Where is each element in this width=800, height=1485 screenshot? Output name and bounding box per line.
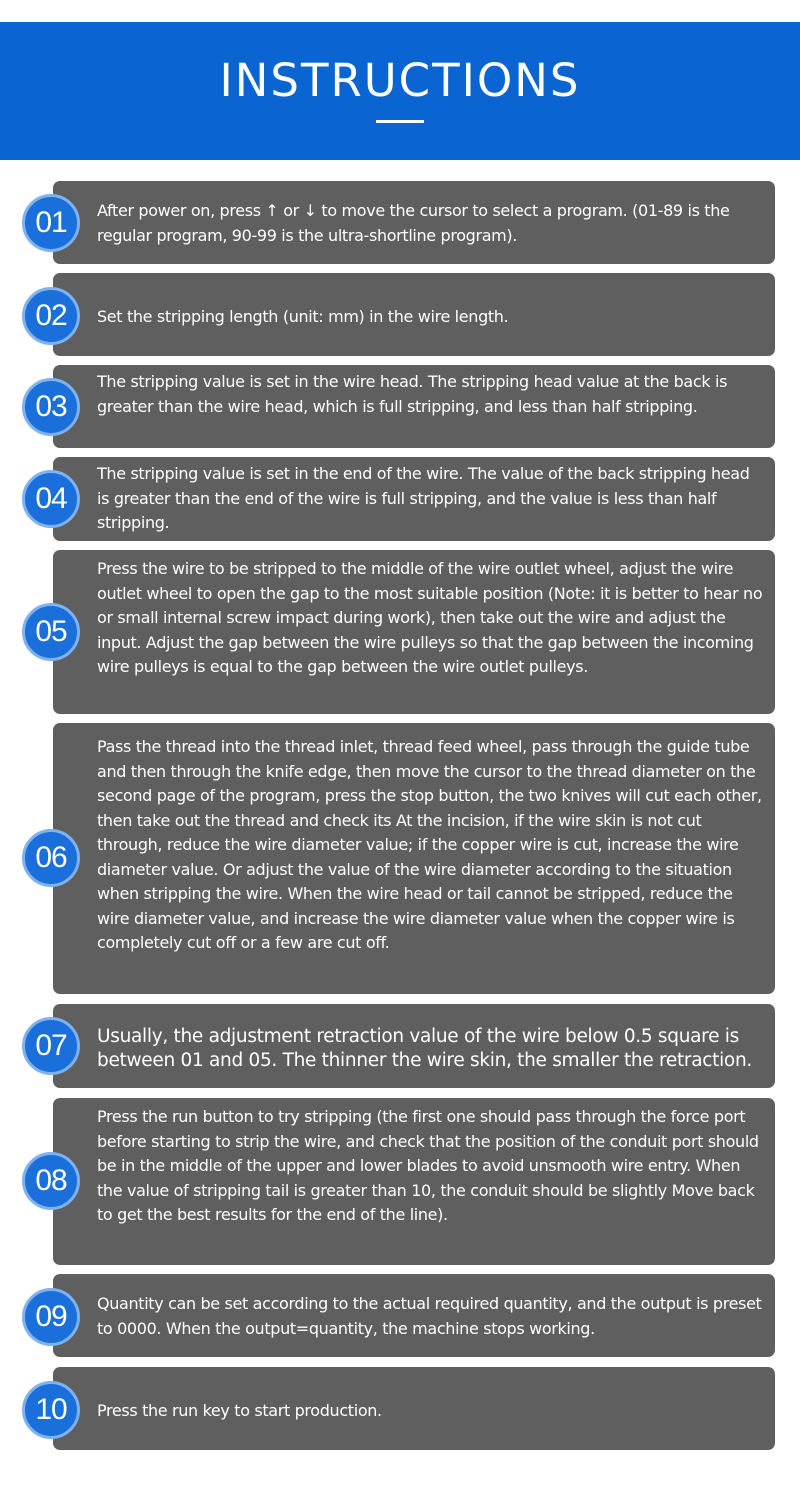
- step-text: The stripping value is set in the end of the wire. The value of the back stripping head is greater than the end of the wire is full stripping, and the value is less than half stripping.: [97, 464, 750, 532]
- step-number-badge: 02: [22, 287, 80, 345]
- step-07: [22, 1004, 775, 1088]
- step-number-badge: 06: [22, 829, 80, 887]
- step-text: Pass the thread into the thread inlet, thread feed wheel, pass through the guide tube and then through the knife edge, then move the cursor to the thread diameter on the second page of the program, press the stop button, the two knives will cut each other, then take out the thread and check its At the incision, if the wire skin is not cut through, reduce the wire diameter value; if the copper wire is cut, increase the wire diameter value. Or adjust the value of the wire diameter according to the situation when stripping the wire. When the wire head or tail cannot be stripped, reduce the wire diameter value, and increase the wire diameter value when the copper wire is completely cut off or a few are cut off.: [97, 737, 762, 952]
- step-text: The stripping value is set in the wire head. The stripping head value at the back is greater than the wire head, which is full stripping, and less than half stripping.: [97, 372, 728, 416]
- step-number-badge: 05: [22, 603, 80, 661]
- step-number-badge: 04: [22, 470, 80, 528]
- step-04: [22, 457, 775, 541]
- step-number-badge: 09: [22, 1288, 80, 1346]
- title-underline: [376, 120, 424, 123]
- step-number-badge: 08: [22, 1152, 80, 1210]
- step-text: Set the stripping length (unit: mm) in the wire length.: [97, 307, 509, 326]
- step-text: Quantity can be set according to the actual required quantity, and the output is preset to 0000. When the output=quantity, the machine stops working.: [97, 1294, 762, 1338]
- step-text: Press the run button to try stripping (the first one should pass through the force port before starting to strip the wire, and check that the position of the conduit port should be in the middle of the upper and lower blades to avoid unsmooth wire entry. When the value of stripping tail is greater than 10, the conduit should be slightly Move back to get the best results for the end of the line).: [97, 1107, 759, 1224]
- step-10: [22, 1367, 775, 1450]
- step-number-badge: 03: [22, 378, 80, 436]
- step-05: [22, 550, 775, 714]
- step-number-badge: 07: [22, 1017, 80, 1075]
- step-06: [22, 723, 775, 994]
- page-title: INSTRUCTIONS: [219, 54, 581, 107]
- step-02: [22, 273, 775, 356]
- step-09: [22, 1274, 775, 1357]
- step-text: Press the run key to start production.: [97, 1401, 382, 1420]
- step-03: [22, 365, 775, 448]
- step-number-badge: 01: [22, 194, 80, 252]
- step-01: [22, 181, 775, 264]
- step-text: After power on, press ↑ or ↓ to move the cursor to select a program. (01-89 is the regular program, 90-99 is the ultra-shortline program).: [97, 201, 730, 245]
- step-text: Press the wire to be stripped to the middle of the wire outlet wheel, adjust the wire outlet wheel to open the gap to the most suitable position (Note: it is better to hear no or small internal screw impact during work), then take out the wire and adjust the input. Adjust the gap between the wire pulleys so that the gap between the incoming wire pulleys is equal to the gap between the wire outlet pulleys.: [97, 559, 763, 676]
- header-banner: [0, 22, 800, 160]
- step-08: [22, 1098, 775, 1265]
- step-number-badge: 10: [22, 1381, 80, 1439]
- top-strip: [0, 0, 800, 22]
- step-text: Usually, the adjustment retraction value of the wire below 0.5 square is between 01 and 05. The thinner the wire skin, the smaller the retraction.: [97, 1026, 752, 1071]
